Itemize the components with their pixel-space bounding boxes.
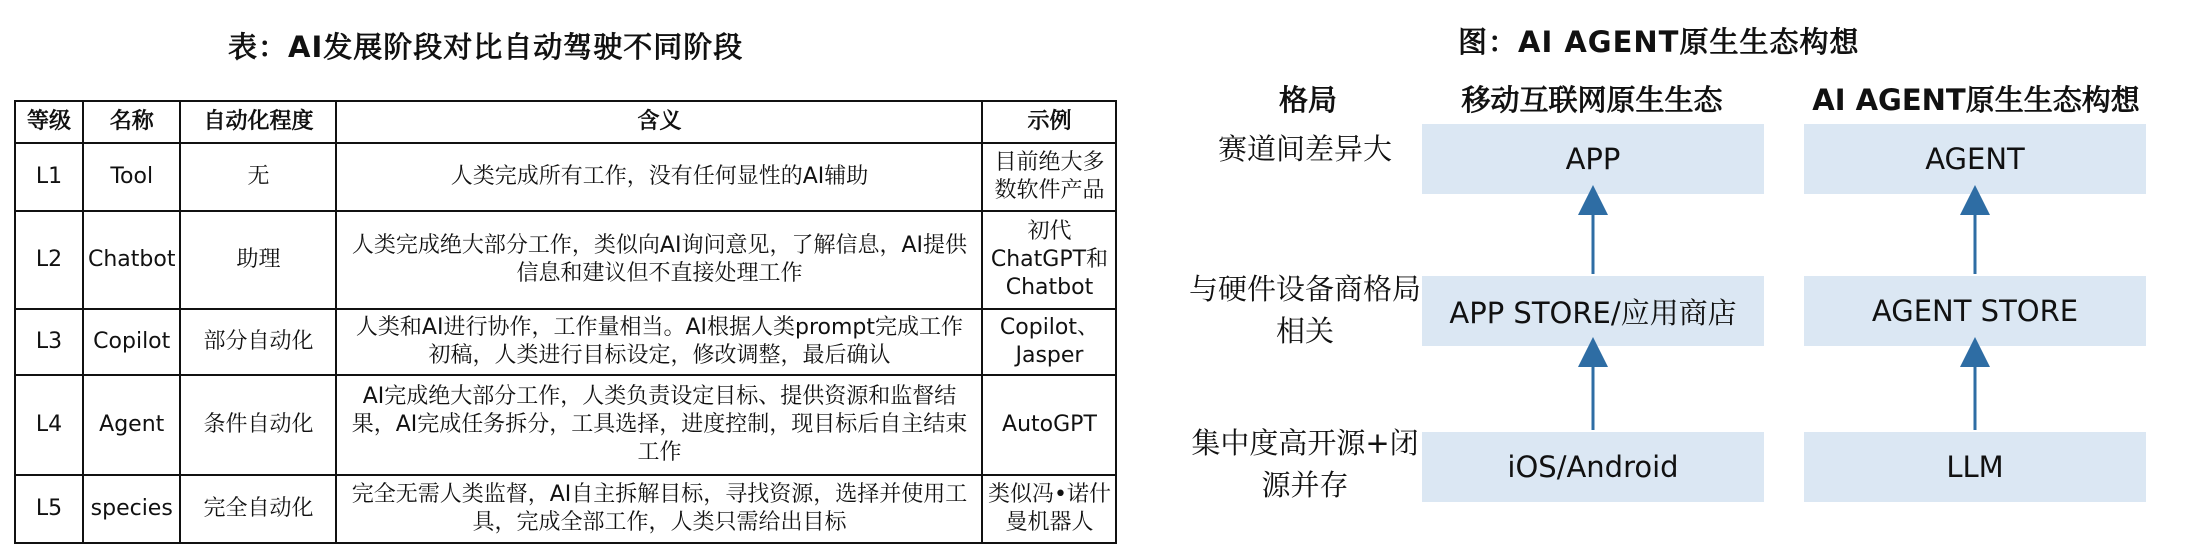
- cell-name: Agent: [83, 375, 180, 475]
- cell-example: Copilot、Jasper: [982, 309, 1116, 375]
- table-row: [15, 475, 1116, 543]
- cell-name: Tool: [83, 143, 180, 211]
- cell-meaning: AI完成绝大部分工作，人类负责设定目标、提供资源和监督结果，AI完成任务拆分，工具选择，进度控制，现目标后自主结束工作: [336, 375, 982, 475]
- box-agent: AGENT: [1804, 124, 2146, 194]
- cell-automation: 部分自动化: [180, 309, 336, 375]
- header-pattern: 格局: [1278, 83, 1337, 117]
- table-row: [15, 375, 1116, 475]
- cell-level: L5: [15, 475, 83, 543]
- cell-name: species: [83, 475, 180, 543]
- header-meaning: 含义: [336, 101, 982, 143]
- row-label-store-layer: 与硬件设备商格局相关: [1188, 272, 1421, 348]
- header-name: 名称: [83, 101, 180, 143]
- cell-meaning: 人类完成绝大部分工作，类似向AI询问意见，了解信息，AI提供信息和建议但不直接处理工作: [336, 211, 982, 309]
- cell-example: 目前绝大多数软件产品: [982, 143, 1116, 211]
- cell-automation: 无: [180, 143, 336, 211]
- table-header-row: [15, 101, 1116, 143]
- box-app-store: APP STORE/应用商店: [1422, 276, 1764, 346]
- header-automation: 自动化程度: [180, 101, 336, 143]
- row-label-app-layer: 赛道间差异大: [1217, 132, 1392, 166]
- cell-meaning: 完全无需人类监督，AI自主拆解目标，寻找资源，选择并使用工具，完成全部工作，人类只需给出目标: [336, 475, 982, 543]
- header-agent-ecosystem: AI AGENT原生生态构想: [1812, 83, 2140, 117]
- row-label-platform-layer: 集中度高开源+闭源并存: [1191, 426, 1419, 502]
- box-ios-android: iOS/Android: [1422, 432, 1764, 502]
- table-row: [15, 211, 1116, 309]
- diagram-title: 图：AI AGENT原生生态构想: [1458, 25, 1860, 59]
- header-level: 等级: [15, 101, 83, 143]
- cell-automation: 条件自动化: [180, 375, 336, 475]
- box-agent-store: AGENT STORE: [1804, 276, 2146, 346]
- header-example: 示例: [982, 101, 1116, 143]
- table-row: [15, 143, 1116, 211]
- cell-level: L2: [15, 211, 83, 309]
- box-llm: LLM: [1804, 432, 2146, 502]
- table-row: [15, 309, 1116, 375]
- cell-automation: 完全自动化: [180, 475, 336, 543]
- header-mobile-ecosystem: 移动互联网原生生态: [1461, 83, 1723, 117]
- cell-meaning: 人类和AI进行协作，工作量相当。AI根据人类prompt完成工作初稿，人类进行目标设定，修改调整，最后确认: [336, 309, 982, 375]
- ai-stage-table: [14, 100, 1117, 544]
- cell-level: L3: [15, 309, 83, 375]
- cell-level: L4: [15, 375, 83, 475]
- cell-automation: 助理: [180, 211, 336, 309]
- cell-example: 初代ChatGPT和Chatbot: [982, 211, 1116, 309]
- cell-name: Copilot: [83, 309, 180, 375]
- cell-example: AutoGPT: [982, 375, 1116, 475]
- table-title: 表：AI发展阶段对比自动驾驶不同阶段: [228, 30, 744, 64]
- cell-name: Chatbot: [83, 211, 180, 309]
- cell-example: 类似冯•诺什曼机器人: [982, 475, 1116, 543]
- box-app: APP: [1422, 124, 1764, 194]
- cell-level: L1: [15, 143, 83, 211]
- cell-meaning: 人类完成所有工作，没有任何显性的AI辅助: [336, 143, 982, 211]
